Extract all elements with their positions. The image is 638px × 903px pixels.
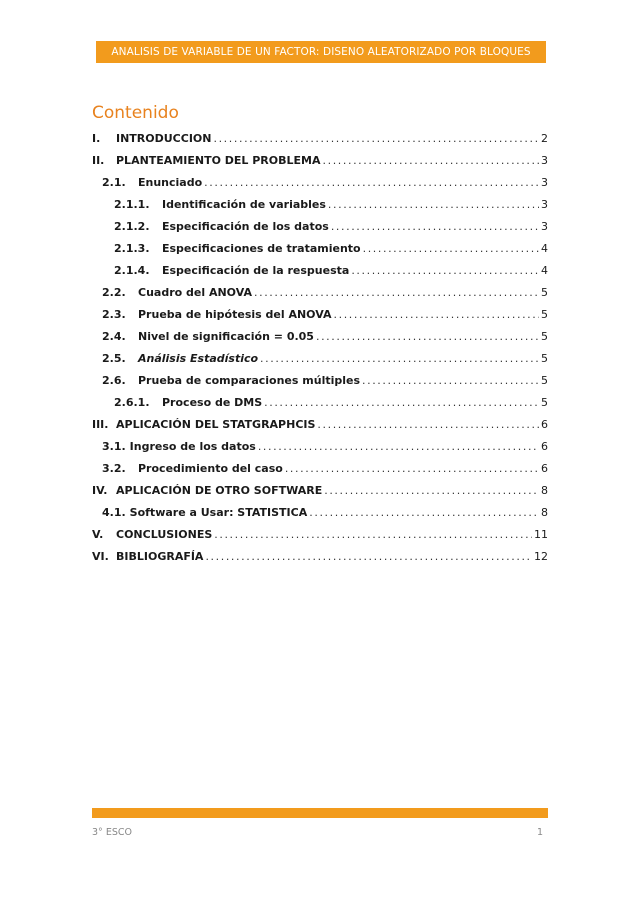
toc-entry-number: 4.1.	[102, 506, 126, 519]
table-of-contents	[92, 123, 548, 563]
toc-entry[interactable]	[92, 343, 548, 365]
toc-entry-number: 2.6.1.	[114, 396, 150, 409]
toc-dot-leader	[204, 176, 539, 189]
toc-entry-page: 2	[541, 132, 548, 145]
toc-entry-label: Nivel de significación = 0.05	[138, 330, 314, 343]
toc-entry-number: 2.3.	[102, 308, 126, 321]
toc-dot-leader	[260, 352, 539, 365]
toc-entry-label: Especificación de los datos	[162, 220, 329, 233]
toc-entry[interactable]	[92, 475, 548, 497]
toc-entry-number: III.	[92, 418, 109, 431]
toc-entry-label: APLICACIÓN DE OTRO SOFTWARE	[116, 484, 323, 497]
toc-entry-label: Enunciado	[138, 176, 203, 189]
toc-entry-number: I.	[92, 132, 101, 145]
toc-entry[interactable]	[92, 453, 548, 475]
toc-entry-label: Ingreso de los datos	[129, 440, 256, 453]
toc-dot-leader	[258, 440, 539, 453]
toc-entry[interactable]	[92, 519, 548, 541]
toc-dot-leader	[328, 198, 539, 211]
toc-entry-label: Cuadro del ANOVA	[138, 286, 253, 299]
toc-dot-leader	[331, 220, 539, 233]
toc-heading: Contenido	[92, 103, 179, 123]
toc-entry-label: Software a Usar: STATISTICA	[129, 506, 308, 519]
toc-entry-number: IV.	[92, 484, 108, 497]
toc-entry-number: 2.1.2.	[114, 220, 150, 233]
toc-dot-leader	[205, 550, 532, 563]
toc-entry-page: 6	[541, 418, 548, 431]
toc-entry-label: Identificación de variables	[162, 198, 326, 211]
running-header: ANALISIS DE VARIABLE DE UN FACTOR: DISENO ALEATORIZADO POR BLOQUES	[96, 41, 546, 63]
toc-entry-number: 2.4.	[102, 330, 126, 343]
toc-dot-leader	[334, 308, 539, 321]
toc-entry-page: 5	[541, 330, 548, 343]
toc-entry-label: CONCLUSIONES	[116, 528, 213, 541]
toc-entry-label: Prueba de hipótesis del ANOVA	[138, 308, 332, 321]
toc-dot-leader	[254, 286, 539, 299]
toc-dot-leader	[214, 528, 532, 541]
toc-entry-number: 2.1.3.	[114, 242, 150, 255]
toc-entry[interactable]	[92, 321, 548, 343]
toc-entry-number: 2.1.1.	[114, 198, 150, 211]
toc-entry-page: 11	[534, 528, 548, 541]
toc-entry-page: 3	[541, 176, 548, 189]
toc-dot-leader	[323, 154, 540, 167]
toc-entry[interactable]	[92, 299, 548, 321]
toc-entry-page: 8	[541, 484, 548, 497]
toc-dot-leader	[363, 242, 539, 255]
toc-dot-leader	[264, 396, 539, 409]
toc-entry-number: VI.	[92, 550, 109, 563]
toc-entry[interactable]	[92, 233, 548, 255]
toc-dot-leader	[351, 264, 539, 277]
toc-entry-page: 8	[541, 506, 548, 519]
toc-entry-page: 12	[534, 550, 548, 563]
toc-entry-label: Especificación de la respuesta	[162, 264, 350, 277]
toc-entry-number: 3.1.	[102, 440, 126, 453]
toc-entry-number: V.	[92, 528, 104, 541]
toc-entry-label: Especificaciones de tratamiento	[162, 242, 361, 255]
toc-entry[interactable]	[92, 277, 548, 299]
toc-entry[interactable]	[92, 497, 548, 519]
toc-entry-page: 3	[541, 198, 548, 211]
footer-course-label: 3° ESCO	[92, 827, 132, 838]
toc-entry-page: 3	[541, 154, 548, 167]
toc-entry-label: PLANTEAMIENTO DEL PROBLEMA	[116, 154, 321, 167]
toc-entry-number: 2.1.4.	[114, 264, 150, 277]
toc-entry-page: 4	[541, 264, 548, 277]
toc-entry[interactable]	[92, 189, 548, 211]
toc-entry-page: 5	[541, 352, 548, 365]
toc-entry-label: INTRODUCCION	[116, 132, 212, 145]
toc-entry-page: 4	[541, 242, 548, 255]
toc-entry-page: 6	[541, 462, 548, 475]
toc-entry-page: 5	[541, 286, 548, 299]
toc-entry-number: II.	[92, 154, 105, 167]
toc-entry[interactable]	[92, 145, 548, 167]
toc-entry-number: 2.2.	[102, 286, 126, 299]
toc-entry-number: 2.6.	[102, 374, 126, 387]
toc-entry[interactable]	[92, 541, 548, 563]
toc-entry-number: 3.2.	[102, 462, 126, 475]
toc-dot-leader	[317, 418, 539, 431]
toc-entry[interactable]	[92, 365, 548, 387]
toc-entry[interactable]	[92, 255, 548, 277]
toc-entry[interactable]	[92, 409, 548, 431]
toc-entry-label: BIBLIOGRAFÍA	[116, 550, 204, 563]
footer-page-number: 1	[537, 827, 544, 838]
toc-entry[interactable]	[92, 211, 548, 233]
toc-entry-number: 2.1.	[102, 176, 126, 189]
toc-dot-leader	[285, 462, 539, 475]
toc-dot-leader	[316, 330, 539, 343]
toc-dot-leader	[309, 506, 539, 519]
toc-entry-label: Proceso de DMS	[162, 396, 263, 409]
toc-dot-leader	[324, 484, 539, 497]
toc-entry[interactable]	[92, 387, 548, 409]
toc-entry-label: Procedimiento del caso	[138, 462, 283, 475]
toc-entry[interactable]	[92, 167, 548, 189]
toc-entry[interactable]	[92, 431, 548, 453]
toc-entry-page: 5	[541, 396, 548, 409]
footer-rule	[92, 808, 548, 818]
toc-entry-number: 2.5.	[102, 352, 126, 365]
toc-dot-leader	[362, 374, 539, 387]
toc-entry-page: 3	[541, 220, 548, 233]
toc-entry-label: Prueba de comparaciones múltiples	[138, 374, 361, 387]
toc-entry[interactable]	[92, 123, 548, 145]
toc-dot-leader	[213, 132, 539, 145]
toc-entry-label: APLICACIÓN DEL STATGRAPHCIS	[116, 418, 316, 431]
toc-entry-page: 5	[541, 308, 548, 321]
toc-entry-page: 6	[541, 440, 548, 453]
toc-entry-label: Análisis Estadístico	[138, 352, 259, 365]
toc-entry-page: 5	[541, 374, 548, 387]
